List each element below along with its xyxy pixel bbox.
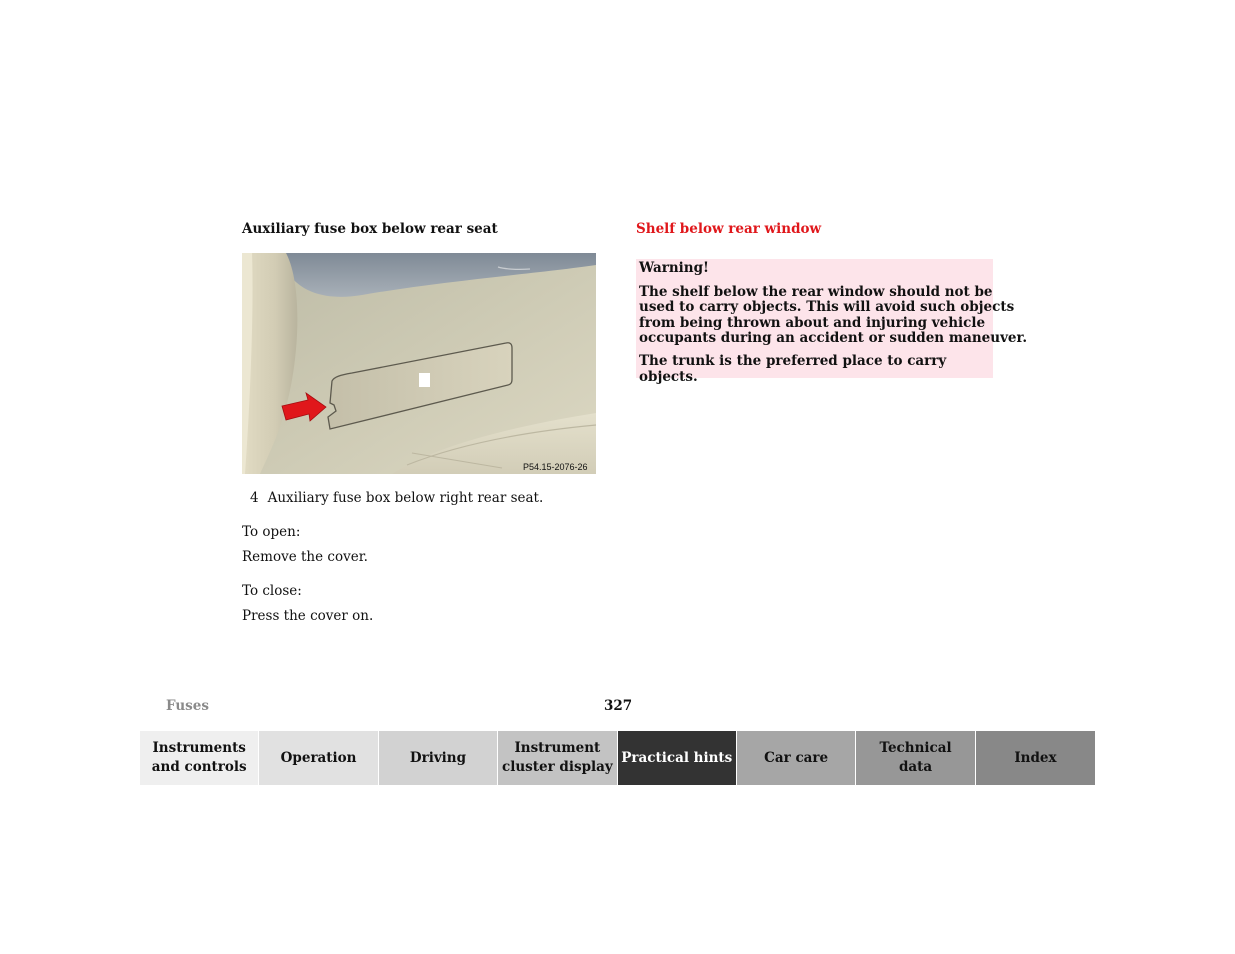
to-close-text: Press the cover on. xyxy=(242,608,374,624)
nav-tab-practical-hints[interactable]: Practical hints xyxy=(618,731,737,785)
warning-line: occupants during an accident or sudden maneuver. xyxy=(639,330,1028,347)
nav-tab-index[interactable]: Index xyxy=(976,731,1095,785)
section-heading-shelf: Shelf below rear window xyxy=(636,221,822,237)
warning-box xyxy=(636,259,1028,385)
footer-section-title: Fuses xyxy=(166,698,209,714)
warning-line: used to carry objects. This will avoid such objects xyxy=(639,299,1015,316)
fuse-box-illustration xyxy=(242,253,596,474)
to-close-label: To close: xyxy=(242,583,302,599)
caption-text: Auxiliary fuse box below right rear seat. xyxy=(267,490,544,506)
nav-tab-instrument-cluster-display[interactable]: Instrument cluster display xyxy=(498,731,617,785)
to-open-text: Remove the cover. xyxy=(242,549,368,565)
warning-title: Warning! xyxy=(639,260,709,276)
section-heading-aux-fuse-box: Auxiliary fuse box below rear seat xyxy=(242,221,498,237)
warning-note: The trunk is the preferred place to carry objects. xyxy=(639,352,947,385)
figure-caption xyxy=(250,490,543,506)
warning-line: from being thrown about and injuring vehicle xyxy=(639,314,986,331)
figure-label: P54.15-2076-26 xyxy=(523,462,588,472)
fuse-box-illustration-svg xyxy=(242,253,596,474)
chapter-navigation xyxy=(140,731,1095,785)
to-open-label: To open: xyxy=(242,524,301,540)
nav-tab-operation[interactable]: Operation xyxy=(259,731,378,785)
nav-tab-technical-data[interactable]: Technical data xyxy=(856,731,975,785)
caption-number: 4 xyxy=(250,490,259,506)
page-number: 327 xyxy=(604,698,633,714)
warning-line: The shelf below the rear window should not be xyxy=(639,283,993,300)
callout-box xyxy=(419,373,430,387)
nav-tab-instruments-and-controls[interactable]: Instruments and controls xyxy=(140,731,259,785)
nav-tab-car-care[interactable]: Car care xyxy=(737,731,856,785)
warning-body xyxy=(639,283,1028,347)
nav-tab-driving[interactable]: Driving xyxy=(379,731,498,785)
